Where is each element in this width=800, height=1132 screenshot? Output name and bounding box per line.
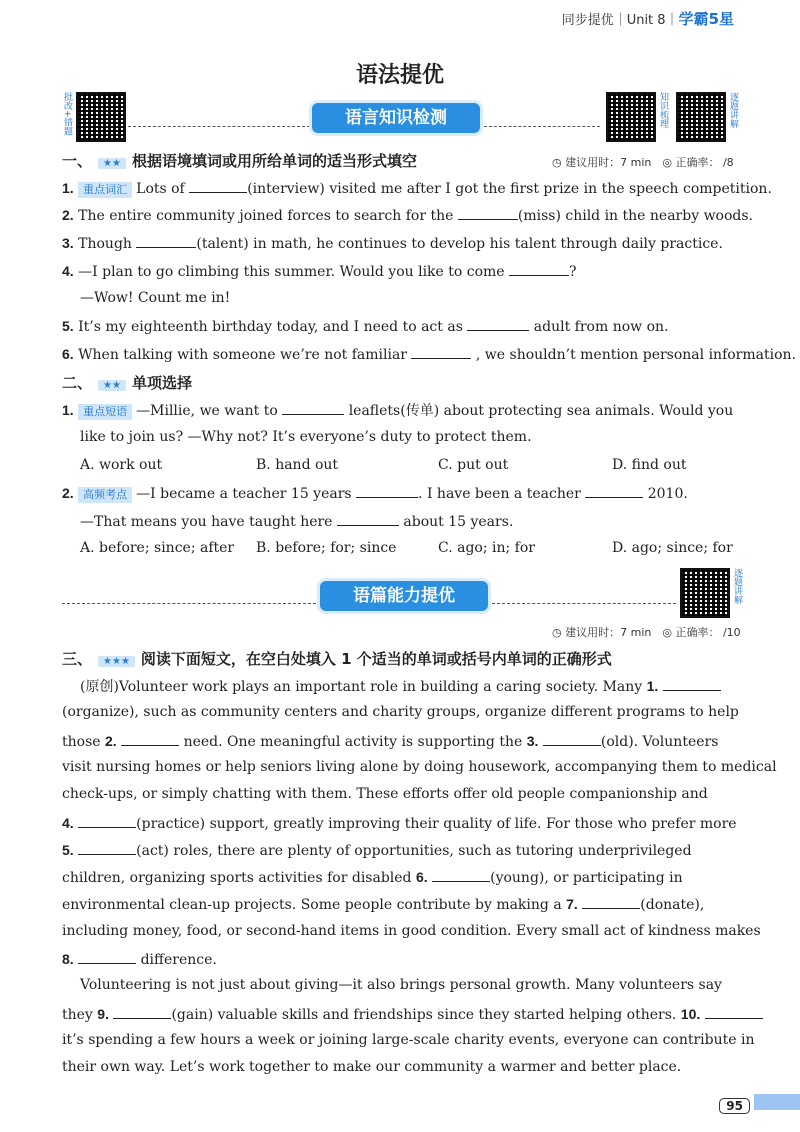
passage-text: check-ups, or simply chatting with them. These efforts offer old people companionship and	[62, 786, 708, 803]
qr-code-icon[interactable]	[676, 92, 726, 142]
q-text: ?	[569, 264, 577, 280]
q-text: (interview) visited me after I got the first prize in the speech competition.	[247, 181, 772, 197]
question-3	[62, 233, 723, 253]
answer-blank[interactable]	[411, 344, 471, 359]
section-banner-reading: 语篇能力提优	[320, 581, 488, 611]
answer-blank[interactable]	[136, 233, 196, 248]
answer-blank[interactable]	[582, 894, 640, 909]
q-text: The entire community joined forces to search for the	[78, 208, 454, 224]
blank-number: 6.	[415, 869, 428, 886]
q-text: , we shouldn’t mention personal information.	[475, 347, 796, 363]
passage-line	[62, 785, 708, 803]
passage-text: need. One meaningful activity is supporting the	[179, 733, 527, 750]
passage-text: (old). Volunteers	[600, 733, 719, 750]
passage-line	[80, 676, 721, 696]
time-text: 建议用时：7 min	[565, 156, 652, 169]
answer-blank[interactable]	[458, 205, 518, 220]
page-number: 95	[719, 1098, 750, 1114]
q-num: 2.	[62, 207, 74, 223]
blank-number: 3.	[526, 732, 539, 749]
tag-badge: 重点短语	[78, 404, 132, 420]
q-num: 2.	[62, 485, 74, 501]
answer-blank[interactable]	[189, 178, 247, 193]
passage-text: they	[62, 1006, 98, 1023]
qr-code-icon[interactable]	[606, 92, 656, 142]
option-d[interactable]: D. find out	[612, 457, 687, 473]
time-meta: ◷ 建议用时：7 min ◎ 正确率： /10	[552, 626, 741, 639]
passage-text: (young), or participating in	[490, 870, 683, 887]
passage-line	[62, 1004, 763, 1024]
q-text: —I plan to go climbing this summer. Would you like to come	[78, 264, 505, 280]
q-text: (talent) in math, he continues to develop his talent through daily practice.	[196, 236, 723, 252]
passage-text: environmental clean-up projects. Some people contribute by making a	[62, 897, 567, 914]
q-text: —Millie, we want to	[136, 403, 278, 419]
option-b[interactable]: B. before; for; since	[256, 540, 397, 556]
answer-blank[interactable]	[585, 483, 643, 498]
blank-number: 2.	[105, 732, 117, 749]
option-a[interactable]: A. work out	[80, 457, 163, 473]
passage-line	[62, 894, 704, 914]
passage-line	[62, 731, 718, 751]
passage-line	[62, 867, 683, 887]
blank-number: 7.	[566, 896, 578, 913]
q-text: When talking with someone we’re not familiar	[78, 347, 407, 363]
section-number: 三、	[62, 650, 93, 668]
section-banner-language: 语言知识检测	[312, 103, 480, 133]
passage-line	[62, 758, 777, 776]
passage-line	[62, 840, 692, 860]
question-1	[62, 178, 772, 198]
star-icon: ★★★	[98, 656, 135, 667]
section-heading	[62, 372, 192, 393]
page-header	[562, 8, 734, 29]
q-num: 3.	[62, 235, 74, 251]
q-text: It’s my eighteenth birthday today, and I need to act as	[78, 319, 463, 335]
section-title: 阅读下面短文，在空白处填入 1 个适当的单词或括号内单词的正确形式	[140, 650, 612, 668]
tag-badge: 重点词汇	[78, 182, 132, 198]
q4-reply: —Wow! Count me in!	[80, 290, 231, 306]
divider	[128, 126, 310, 127]
option-b[interactable]: B. hand out	[256, 457, 339, 473]
q-num: 1.	[62, 180, 74, 196]
qr-code-icon[interactable]	[680, 568, 730, 618]
answer-blank[interactable]	[467, 316, 529, 331]
blank-number: 1.	[646, 678, 659, 694]
answer-blank[interactable]	[543, 731, 601, 746]
section-heading	[62, 150, 417, 171]
qr-label-left: 批改+错题	[62, 92, 72, 136]
answer-blank[interactable]	[337, 511, 399, 526]
page-title: 语法提优	[355, 63, 444, 88]
answer-blank[interactable]	[356, 483, 418, 498]
answer-blank[interactable]	[78, 949, 136, 964]
answer-blank[interactable]	[78, 840, 136, 855]
blank-number: 9.	[97, 1005, 109, 1022]
divider	[492, 603, 676, 604]
q-num: 4.	[62, 263, 74, 279]
qr-label-right3: 逐题讲解	[732, 568, 742, 604]
q-text: leaflets(传单) about protecting sea animals. Would you	[348, 403, 734, 419]
q-text: like to join us? —Why not? It’s everyone’s duty to protect them.	[80, 429, 532, 445]
brand-logo: 学霸5星	[678, 10, 734, 28]
tag-badge: 高频考点	[78, 487, 132, 503]
passage-line	[62, 1058, 681, 1076]
passage-text: their own way. Let’s work together to make our community a warmer and better place.	[62, 1059, 682, 1076]
section-number: 一、	[62, 152, 93, 170]
blank-number: 10.	[680, 1005, 701, 1022]
section-title: 根据语境填词或用所给单词的适当形式填空	[131, 152, 417, 170]
question-2	[62, 205, 753, 225]
section-title: 单项选择	[131, 374, 192, 392]
option-c[interactable]: C. put out	[438, 457, 509, 473]
section-heading	[62, 648, 612, 669]
answer-blank[interactable]	[282, 400, 344, 415]
passage-line	[62, 949, 217, 969]
passage-text: Volunteering is not just about giving—it also brings personal growth. Many volunteers say	[80, 977, 722, 994]
answer-blank[interactable]	[78, 813, 136, 828]
q-text: 2010.	[647, 486, 688, 502]
q2-reply	[80, 511, 513, 531]
q-text: adult from now on.	[533, 319, 669, 335]
passage-text: including money, food, or second-hand items in good condition. Every small act of kindness makes	[62, 922, 761, 939]
answer-blank[interactable]	[705, 1004, 763, 1019]
q-text: —I became a teacher 15 years	[136, 486, 352, 502]
accuracy-text: 正确率： /8	[675, 156, 734, 169]
question-6	[62, 344, 796, 364]
time-meta: ◷ 建议用时：7 min ◎ 正确率： /8	[552, 156, 734, 169]
passage-line	[80, 976, 722, 994]
q-text: Though	[78, 236, 132, 252]
option-c[interactable]: C. ago; in; for	[438, 540, 535, 556]
question-5	[62, 316, 668, 336]
q-text: —That means you have taught here	[80, 514, 333, 530]
answer-blank[interactable]	[121, 731, 179, 746]
accuracy-text: 正确率： /10	[675, 626, 741, 639]
blank-number: 5.	[62, 841, 74, 858]
answer-blank[interactable]	[509, 261, 569, 276]
blank-number: 4.	[62, 814, 74, 831]
q-text: Lots of	[136, 181, 185, 197]
passage-text: difference.	[136, 952, 217, 968]
choice-question-1	[62, 400, 733, 420]
answer-blank[interactable]	[663, 676, 721, 691]
passage-text: visit nursing homes or help seniors living alone by doing housework, accompanying them to medical	[62, 758, 777, 775]
qr-label-right1: 知识梳理	[658, 92, 668, 128]
header-text: 同步提优｜Unit 8｜	[561, 13, 679, 28]
passage-text: (gain) valuable skills and friendships since they started helping others.	[171, 1006, 681, 1023]
passage-text: (原创)Volunteer work plays an important role in building a caring society. Many	[80, 679, 647, 695]
q-text: about 15 years.	[403, 514, 514, 530]
divider	[62, 603, 316, 604]
passage-text: (act) roles, there are plenty of opportunities, such as tutoring underprivileged	[136, 842, 692, 859]
passage-text: (practice) support, greatly improving their quality of life. For those who prefer more	[136, 815, 737, 832]
passage-text: (donate),	[640, 897, 705, 914]
option-d[interactable]: D. ago; since; for	[612, 540, 733, 556]
passage-line	[62, 1031, 755, 1049]
answer-blank[interactable]	[113, 1004, 171, 1019]
passage-line	[62, 922, 761, 940]
qr-label-right2: 逐题讲解	[728, 92, 738, 128]
choice-question-2	[62, 483, 688, 503]
passage-text: it’s spending a few hours a week or joining large-scale charity events, everyone can contribute in	[62, 1031, 755, 1048]
passage-text: those	[62, 733, 105, 750]
q-num: 1.	[62, 402, 74, 418]
q-num: 5.	[62, 318, 74, 334]
q-text: . I have been a teacher	[418, 486, 581, 502]
passage-line	[62, 703, 739, 721]
star-icon: ★★	[98, 158, 126, 169]
star-icon: ★★	[98, 380, 126, 391]
qr-code-icon[interactable]	[76, 92, 126, 142]
divider	[484, 126, 600, 127]
passage-text: (organize), such as community centers and charity groups, organize different programs to help	[62, 704, 739, 721]
answer-blank[interactable]	[432, 867, 490, 882]
passage-line	[62, 813, 737, 833]
q-text: (miss) child in the nearby woods.	[517, 208, 754, 224]
blank-number: 8.	[62, 951, 74, 967]
section-number: 二、	[62, 374, 93, 392]
question-4	[62, 261, 577, 281]
time-text: 建议用时：7 min	[565, 626, 652, 639]
page-tab	[754, 1094, 800, 1110]
passage-text: children, organizing sports activities for disabled	[62, 870, 416, 887]
option-a[interactable]: A. before; since; after	[80, 540, 235, 556]
q-num: 6.	[62, 346, 74, 362]
